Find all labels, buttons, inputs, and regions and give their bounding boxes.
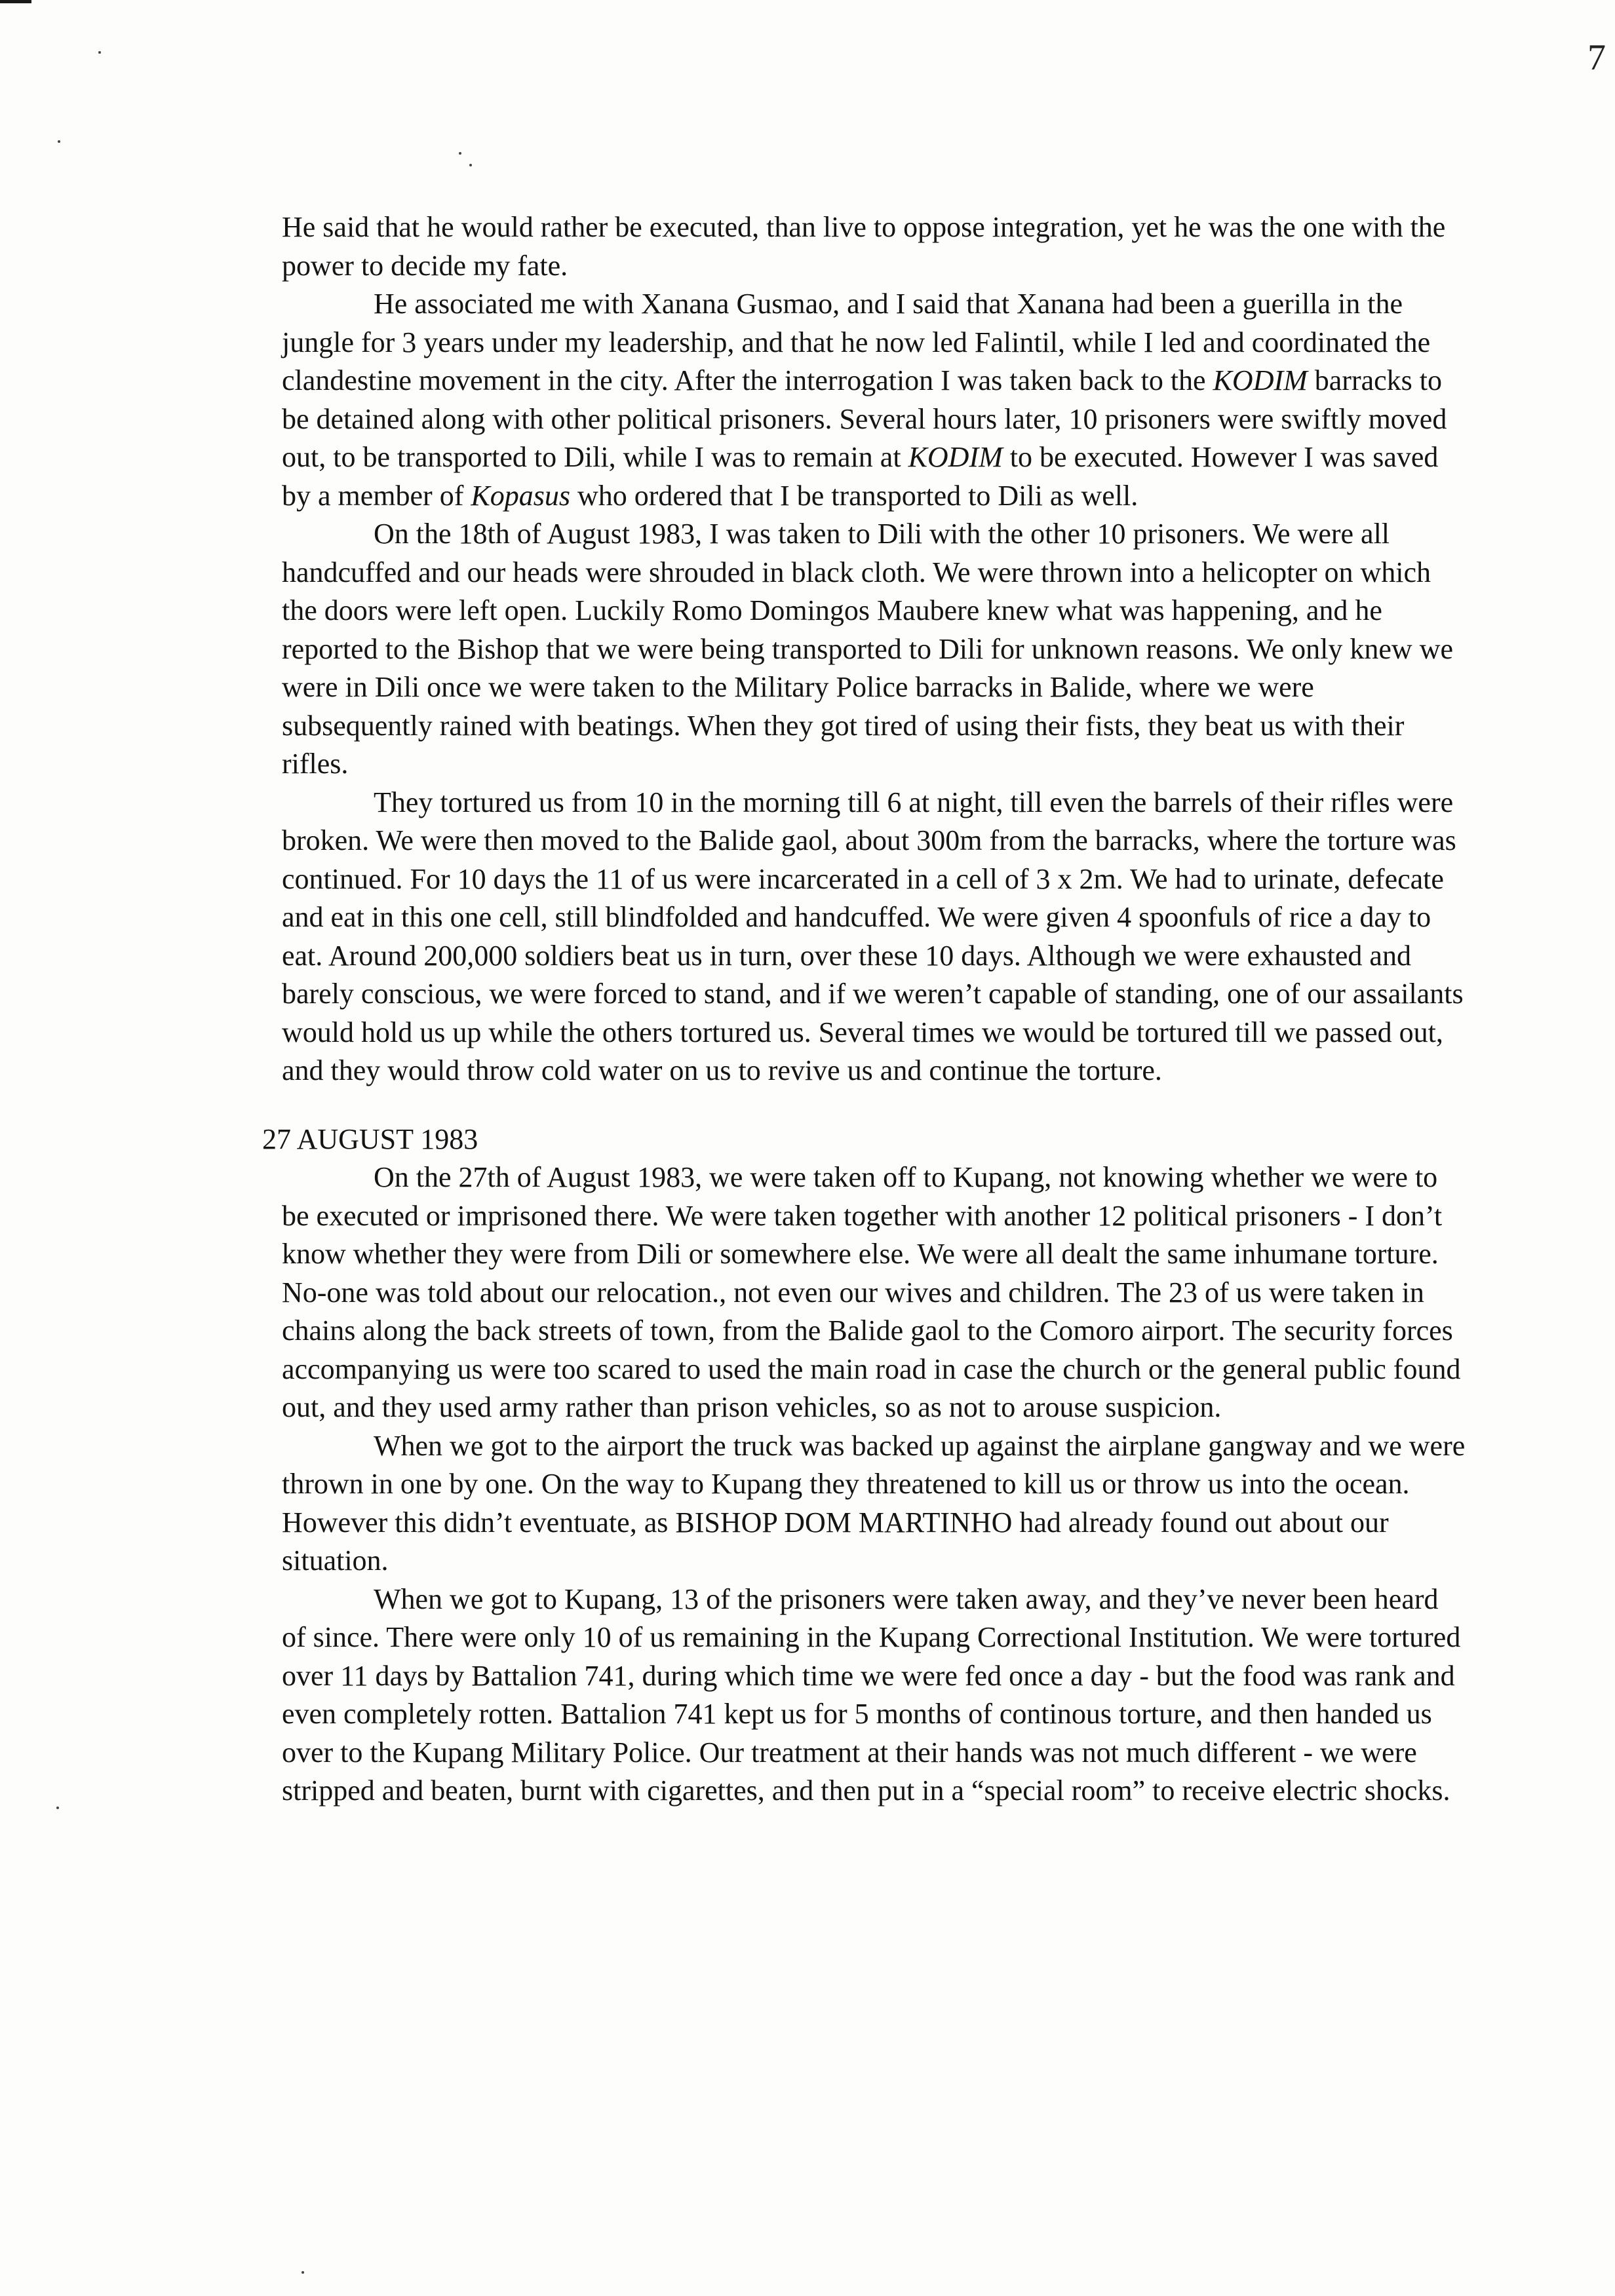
paragraph-text: barracks to be detained along with other political prisoners. Several hours later, 10 prisoners were swiftly moved out, to be transported to Dili, while I was to remain at (282, 364, 1447, 473)
italic-term: KODIM (1213, 364, 1308, 396)
italic-term: Kopasus (471, 479, 570, 512)
scan-speck (469, 164, 472, 166)
paragraph-text: He associated me with Xanana Gusmao, and I said that Xanana had been a guerilla in the jungle for 3 years under my leadership, and that he now led Falintil, while I led and coordinated the clandestine movement in the city. After the interrogation I was taken back to the (282, 288, 1431, 396)
paragraph-text: to be executed. However I was saved by a member of (282, 441, 1439, 512)
paragraph-text: who ordered that I be transported to Dili as well. (570, 479, 1138, 512)
paragraph-text: When we got to Kupang, 13 of the prisoners were taken away, and they’ve never been heard of since. There were only 10 of us remaining in the Kupang Correctional Institution. We were tortured over 11 days by Battalion 741, during which time we were fed once a day - but the food was rank and even completely rotten. Battalion 741 kept us for 5 months of continous torture, and then handed us over to the Kupang Military Police. Our treatment at their hands was not much different - we were stripped and beaten, burnt with cigarettes, and then put in a “special room” to receive electric shocks. (282, 1582, 1461, 1807)
paragraph-group-after-heading (282, 1158, 1468, 1810)
paragraph-group-before-heading (282, 208, 1468, 1090)
body-paragraph (282, 1158, 1468, 1427)
body-paragraph (282, 208, 1468, 285)
italic-term: KODIM (908, 441, 1003, 473)
scan-edge-mark (0, 0, 31, 3)
paragraph-text: On the 18th of August 1983, I was taken to Dili with the other 10 prisoners. We were all handcuffed and our heads were shrouded in black cloth. We were thrown into a helicopter on which the doors were left open. Luckily Romo Domingos Maubere knew what was happening, and he reported to the Bishop that we were being transported to Dili for unknown reasons. We only knew we were in Dili once we were taken to the Military Police barracks in Balide, where we were subsequently rained with beatings. When they got tired of using their fists, they beat us with their rifles. (282, 518, 1454, 780)
scan-speck (459, 152, 461, 155)
body-paragraph (282, 1427, 1468, 1580)
paragraph-text: On the 27th of August 1983, we were taken off to Kupang, not knowing whether we were to be executed or imprisoned there. We were taken together with another 12 political prisoners - I don’t know whether they were from Dili or somewhere else. We were all dealt the same inhumane torture. No-one was told about our relocation., not even our wives and children. The 23 of us were taken in chains along the back streets of town, from the Balide gaol to the Comoro airport. The security forces accompanying us were too scared to used the main road in case the church or the general public found out, and they used army rather than prison vehicles, so as not to arouse suspicion. (282, 1161, 1461, 1423)
paragraph-text: They tortured us from 10 in the morning till 6 at night, till even the barrels of their rifles were broken. We were then moved to the Balide gaol, about 300m from the barracks, where the torture was continued. For 10 days the 11 of us were incarcerated in a cell of 3 x 2m. We had to urinate, defecate and eat in this one cell, still blindfolded and handcuffed. We were given 4 spoonfuls of rice a day to eat. Around 200,000 soldiers beat us in turn, over these 10 days. Although we were exhausted and barely conscious, we were forced to stand, and if we weren’t capable of standing, one of our assailants would hold us up while the others tortured us. Several times we would be tortured till we passed out, and they would throw cold water on us to revive us and continue the torture. (282, 786, 1464, 1086)
body-paragraph (282, 784, 1468, 1090)
document-body (262, 208, 1468, 1810)
body-paragraph (282, 515, 1468, 784)
paragraph-text: He said that he would rather be executed, than live to oppose integration, yet he was the one with the power to decide my fate. (282, 211, 1446, 282)
body-paragraph (282, 1580, 1468, 1810)
section-heading-date: 27 AUGUST 1983 (262, 1122, 478, 1155)
paragraph-text: When we got to the airport the truck was backed up against the airplane gangway and we were thrown in one by one. On the way to Kupang they threatened to kill us or throw us into the ocean. However this didn’t eventuate, as BISHOP DOM MARTINHO had already found out about our situation. (282, 1429, 1466, 1577)
scan-speck (56, 1807, 59, 1809)
scan-speck (58, 140, 60, 143)
scan-speck (302, 2271, 304, 2274)
body-paragraph (282, 285, 1468, 515)
corner-page-mark: 7 (1587, 37, 1606, 78)
scan-speck (98, 51, 101, 54)
